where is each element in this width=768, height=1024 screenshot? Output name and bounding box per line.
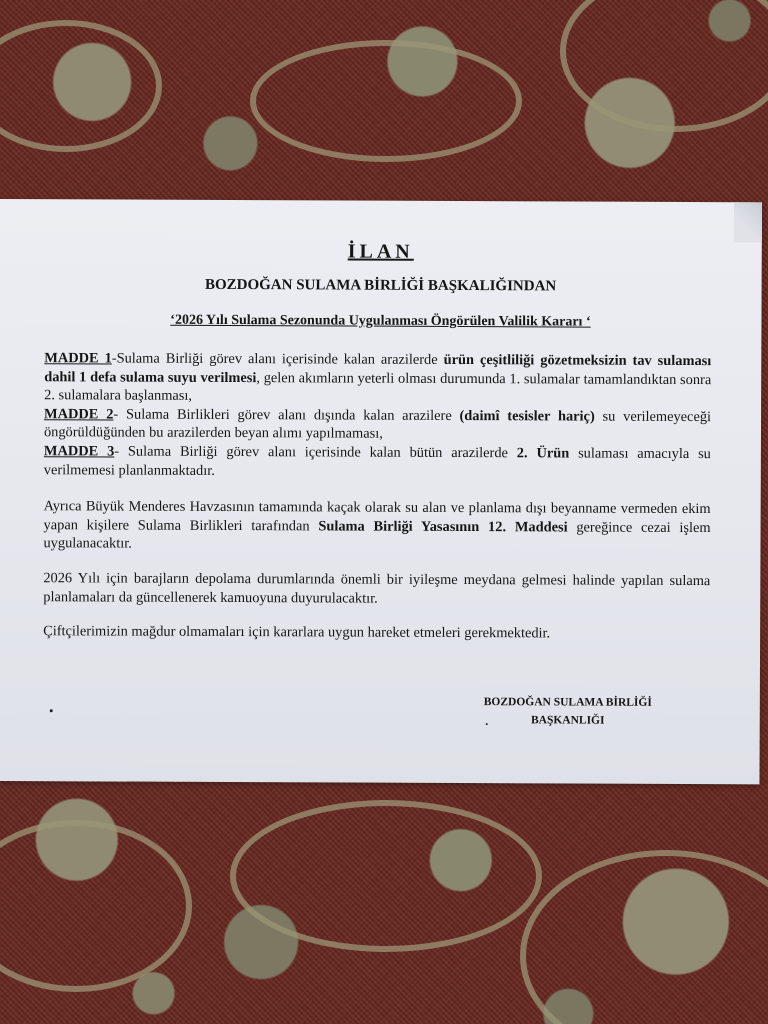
article-2-text-end: su verilemeyeceği öngörüldüğünden bu arazilerden beyan alımı yapılmaması,: [43, 408, 712, 443]
paragraph-penalty-bold: Sulama Birliği Yasasının 12. Maddesi: [318, 518, 568, 536]
article-3: [11, 442, 711, 482]
carpet-vine: [250, 40, 522, 162]
carpet-vine: [560, 0, 768, 132]
signature-line-1: BOZDOĞAN SULAMA BİRLİĞİ: [483, 696, 652, 709]
article-1-text-end: , gelen akımların yeterli olması durumunda 1. sulamalar tamamlandıktan sonra 2. sulamalara başlanması,: [44, 369, 712, 405]
article-1: [11, 349, 711, 408]
article-3-bold: 2. Ürün: [516, 445, 570, 462]
ink-speck: [486, 723, 488, 725]
carpet-vine: [0, 820, 192, 992]
paper-fold-corner: [734, 202, 762, 242]
paragraph-update: 2026 Yılı için barajların depolama durumlarında önemli bir iyileşme meydana gelmesi halinde yapılan sulama planlamaları da güncellenerek kamuoyuna duyurulacaktır.: [43, 570, 711, 607]
paragraph-penalty-text-end: gereğince cezai işlem uygulanacaktır.: [43, 519, 711, 552]
paragraph-penalty-text: Ayrıca Büyük Menderes Havzasının tamamında kaçak olarak su alan ve planlama dışı beyanname vermeden ekim yapan kişilere Sulama Birlikleri tarafından: [43, 498, 711, 535]
carpet-vine: [230, 800, 542, 952]
article-2-label: MADDE 2: [44, 405, 114, 423]
decision-title: ‘2026 Yılı Sulama Sezonunda Uygulanması Öngörülen Valilik Kararı ‘: [170, 312, 591, 330]
carpet-vine: [520, 850, 768, 1024]
article-2: [11, 405, 711, 445]
carpet-vine: [0, 20, 162, 152]
article-3-text-end: sulaması amacıyla su verilmemesi planlanmaktadır.: [43, 445, 711, 479]
paragraph-penalty: [10, 497, 710, 556]
signature-block: [468, 693, 668, 730]
article-3-label: MADDE 3: [43, 443, 115, 460]
issuer-heading: BOZDOĞAN SULAMA BİRLİĞİ BAŞKALIĞINDAN: [204, 276, 557, 295]
paragraph-farmers: Çiftçilerimizin mağdur olmamaları için kararlara uygun hareket etmeleri gerekmektedir.: [43, 623, 551, 642]
article-2-bold: (daimî tesisler hariç): [459, 407, 595, 425]
article-1-bold: ürün çeşitliliği gözetmeksizin tav sulaması dahil 1 defa sulama suyu verilmesi: [44, 351, 712, 386]
article-2-text: - Sulama Birlikleri görev alanı dışında kalan arazilere: [113, 406, 460, 424]
article-1-label: MADDE 1: [44, 350, 112, 367]
article-3-text: - Sulama Birliği görev alanı içerisinde kalan bütün arazilerde: [114, 443, 517, 462]
notice-title: İLAN: [347, 240, 414, 263]
signature-line-2: BAŞKANLIĞI: [530, 714, 605, 727]
notice-paper: [0, 199, 762, 784]
notice-body: [10, 349, 711, 644]
article-1-text: -Sulama Birliği görev alanı içerisinde kalan arazilerde: [111, 350, 444, 368]
ink-speck: [50, 709, 53, 712]
